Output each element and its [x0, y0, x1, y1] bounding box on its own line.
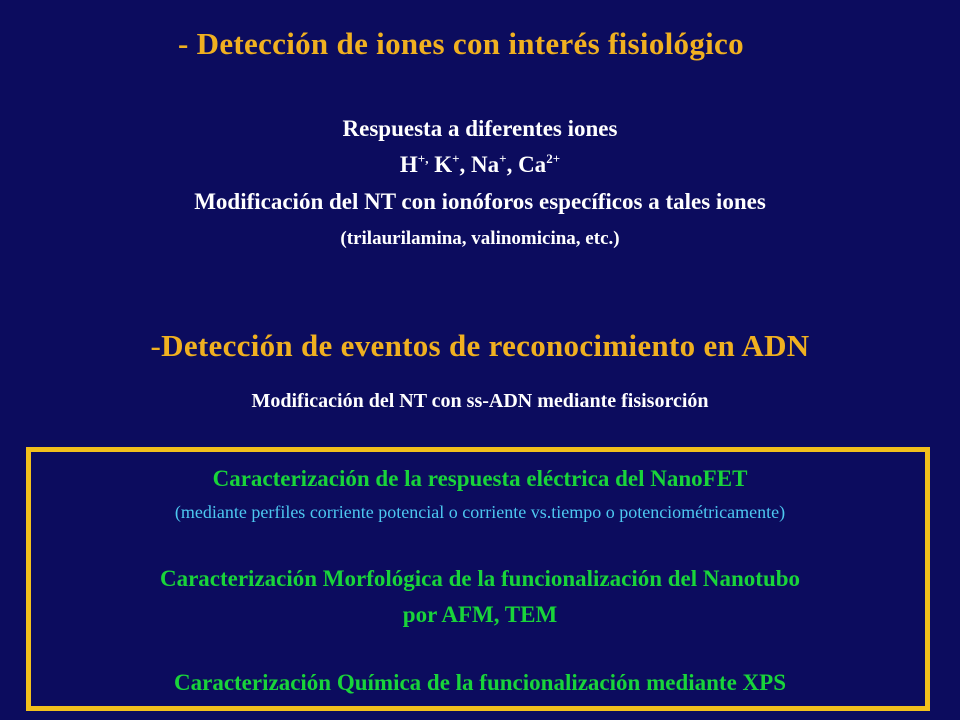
ion-response-text: Respuesta a diferentes iones [342, 116, 618, 141]
ionophore-modification-text: Modificación del NT con ionóforos específicos a tales iones [194, 189, 766, 214]
section-title-dna-text: Detección de eventos de reconocimiento en ADN [161, 328, 810, 363]
section-title-dna-dash: - [150, 328, 162, 363]
ion-h: H+, [399, 151, 429, 177]
chemical-characterization: Caracterización Química de la funcionalización mediante XPS [174, 670, 786, 695]
ion-k: K+ [428, 151, 460, 177]
ion-na: , Na+ [459, 151, 507, 177]
section-title-ions: - Detección de iones con interés fisiológico [178, 26, 744, 61]
electric-characterization: Caracterización de la respuesta eléctrica del NanoFET [212, 466, 748, 491]
electric-characterization-detail: (mediante perfiles corriente potencial o corriente vs.tiempo o potenciométricamente) [174, 502, 786, 522]
ionophore-examples: (trilaurilamina, valinomicina, etc.) [340, 228, 620, 249]
ion-list [0, 151, 960, 178]
dna-modification-text: Modificación del NT con ss-ADN mediante fisisorción [251, 390, 709, 412]
morphological-characterization-line2: por AFM, TEM [402, 602, 558, 627]
morphological-characterization-line1: Caracterización Morfológica de la funcionalización del Nanotubo [159, 566, 801, 591]
ion-ca: , $Ca^{2+}$ [506, 151, 561, 177]
section-title-dna [0, 328, 960, 364]
